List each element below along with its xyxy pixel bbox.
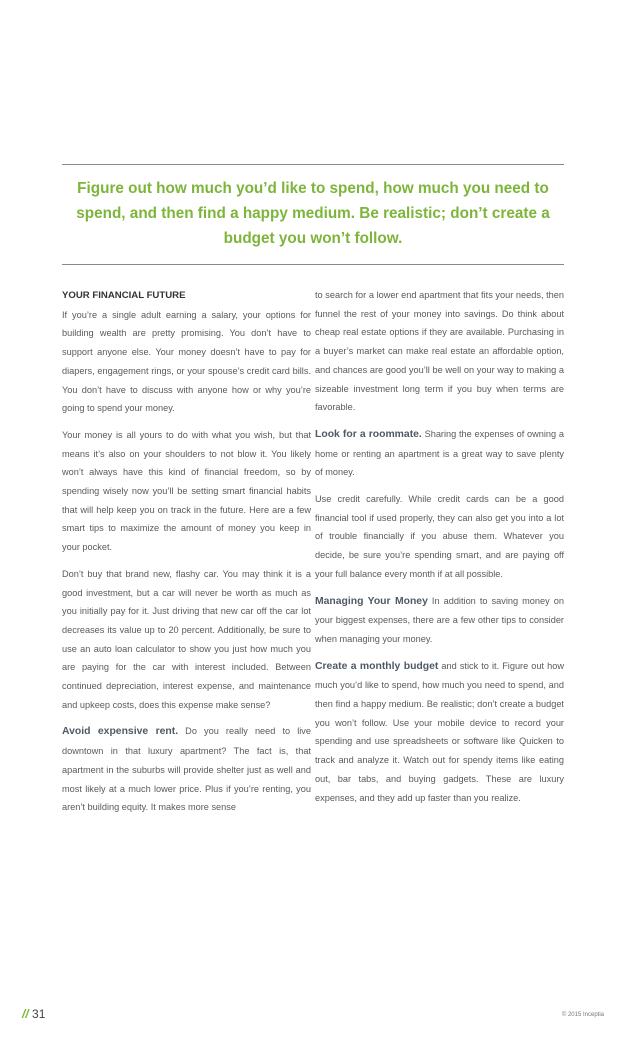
lead-in: Create a monthly budget (315, 660, 439, 672)
copyright: © 2015 Inceptia (561, 1012, 604, 1018)
paragraph (315, 657, 564, 808)
paragraph: If you’re a single adult earning a salary, your options for building wealth are pretty promising. You don’t have to support anyone else. Your money doesn’t have to pay for diapers, engagement rings, or your spouse’s credit card bills. You don’t have to discuss with anyone how or why you’re going to spend your money. (62, 309, 311, 414)
right-column (315, 286, 564, 815)
paragraph: Don’t buy that brand new, flashy car. You may think it is a good investment, but a car will never be worth as much as you initially pay for it. Just driving that new car off the car lot decreases its value up to 20 percent. Additionally, be sure to use an auto loan calculator to show you just how much you are paying for the car with interest included. Between continued depreciation, interest expense, and maintenance and upkeep costs, does this expense make sense? (62, 568, 311, 710)
paragraph-text: In addition to saving money on your biggest expenses, there are a few other tips to consider when managing your money. (315, 595, 564, 644)
slashes-mark: // (22, 1007, 29, 1021)
paragraph: Use credit carefully. While credit cards can be a good financial tool if used properly, they can also get you into a lot of trouble financially if you abuse them. Whatever you decide, be sure you’re spending smart, and are paying off your full balance every month if at all possible. (315, 494, 564, 579)
paragraph: to search for a lower end apartment that fits your needs, then funnel the rest of your money into savings. Do think about cheap real estate options if they are available. Purchasing in a buyer’s market can make real estate an affordable option, and chances are good you’ll be well on your way to making a sizeable investment long term if you buy when terms are favorable. (315, 290, 564, 413)
bottom-rule (62, 264, 564, 265)
paragraph (62, 722, 311, 817)
lead-in: Managing Your Money (315, 595, 428, 607)
paragraph-text: Sharing the expenses of owning a home or renting an apartment is a great way to save plenty of money. (315, 428, 564, 478)
paragraph-text: Do you really need to live downtown in that luxury apartment? The fact is, that apartment in the suburbs will provide shelter just as well and most likely at a much lower price. Plus if you’re renting, you aren’t building equity. It makes more sense (62, 726, 311, 813)
paragraph (315, 425, 564, 482)
left-column (62, 286, 311, 825)
page-number-value: 31 (32, 1007, 46, 1021)
lead-in: Avoid expensive rent. (62, 726, 179, 738)
paragraph-text: and stick to it. Figure out how much you’d like to spend, how much you need to spend, and then find a happy medium. Be realistic; don’t create a budget you won’t follow. Use your mobile device to record your spending and use spreadsheets or software like Quicken to track and analyze it. Watch out for spendy items like eating out, bar tabs, and buying gadgets. These are luxury expenses, and they add up faster than you realize. (315, 660, 564, 803)
paragraph: Your money is all yours to do with what you wish, but that means it’s also on your shoulders to not blow it. You likely won’t always have this kind of financial freedom, so by spending wisely now you’ll be setting smart financial habits that will help keep you on track in the future. Here are a few smart tips to maximize the amount of money you keep in your pocket. (62, 429, 311, 553)
top-rule (62, 164, 564, 165)
paragraph (315, 592, 564, 649)
pull-quote: Figure out how much you’d like to spend, how much you need to spend, and then find a happy medium. Be realistic; don’t create a budget you won’t follow. (76, 180, 550, 247)
page-number (22, 1007, 45, 1021)
lead-in: Look for a roommate. (315, 428, 422, 440)
section-heading: YOUR FINANCIAL FUTURE (62, 290, 186, 301)
